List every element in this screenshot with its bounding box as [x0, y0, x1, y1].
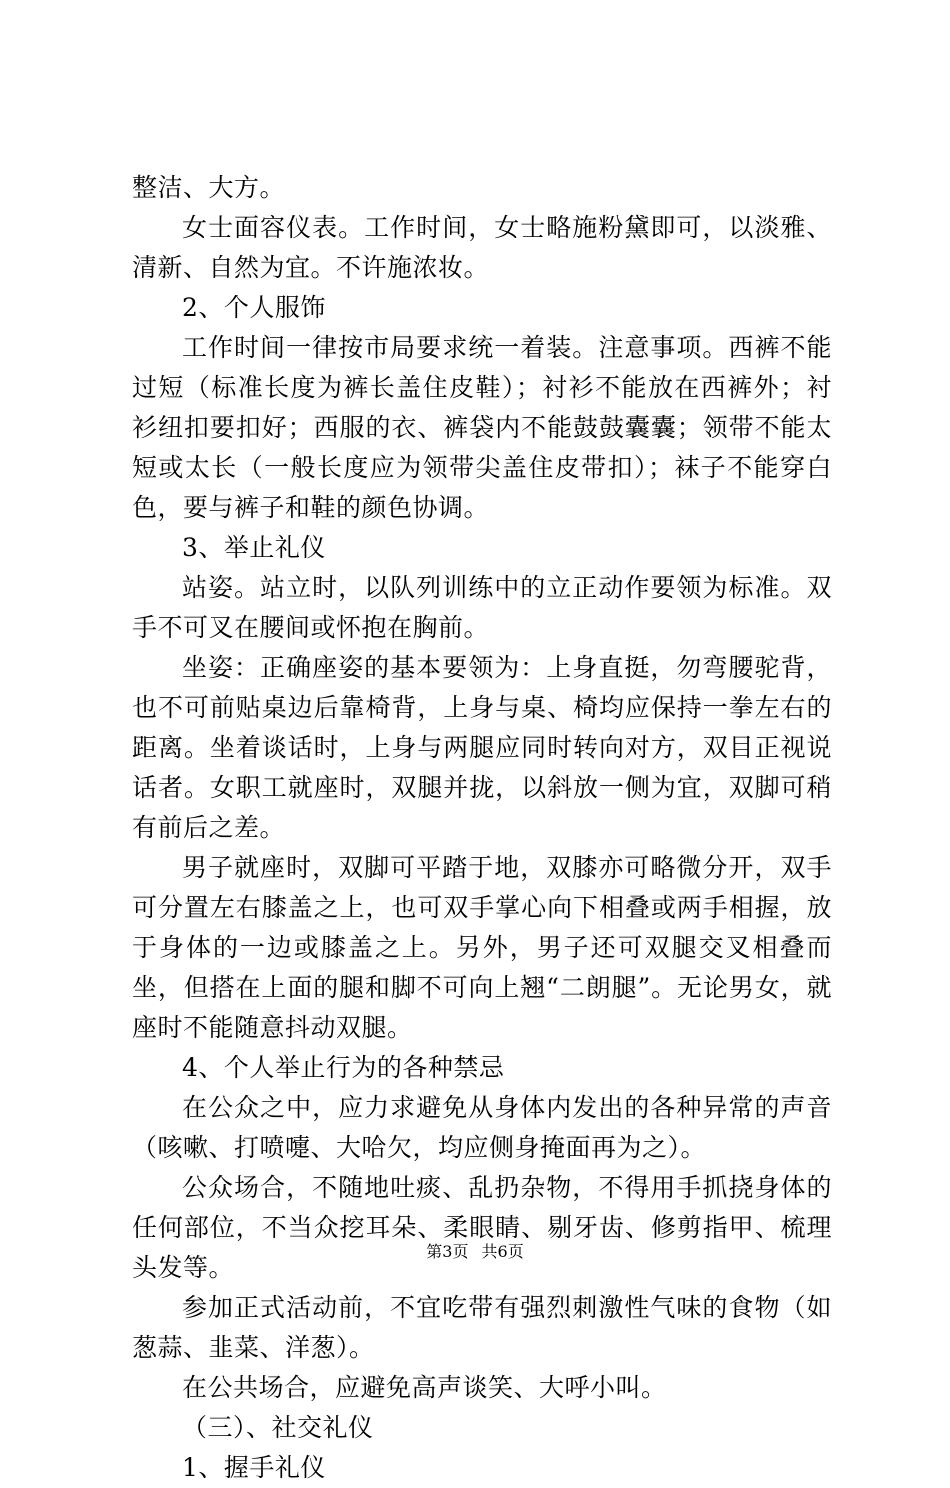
paragraph: 公众场合，不随地吐痰、乱扔杂物，不得用手抓挠身体的任何部位，不当众挖耳朵、柔眼睛、剔牙齿、修剪指甲、梳理头发等。 [132, 1173, 832, 1282]
document-body [132, 168, 832, 1488]
section-heading: 1、握手礼仪 [182, 1453, 326, 1482]
paragraph: 坐姿：正确座姿的基本要领为：上身直挺，勿弯腰驼背，也不可前贴桌边后靠椅背，上身与桌、椅均应保持一拳左右的距离。坐着谈话时，上身与两腿应同时转向对方，双目正视说话者。女职工就座时，双腿并拢，以斜放一侧为宜，双脚可稍有前后之差。 [132, 653, 832, 842]
paragraph: 整洁、大方。 [132, 173, 286, 202]
paragraph: 男子就座时，双脚可平踏于地，双膝亦可略微分开，双手可分置左右膝盖之上，也可双手掌心向下相叠或两手相握，放于身体的一边或膝盖之上。另外，男子还可双腿交叉相叠而坐，但搭在上面的腿和脚不可向上翘“二朗腿”。无论男女，就座时不能随意抖动双腿。 [132, 853, 832, 1042]
page-total: 共6页 [481, 1242, 524, 1261]
paragraph: 女士面容仪表。工作时间，女士略施粉黛即可，以淡雅、清新、自然为宜。不许施浓妆。 [132, 213, 832, 282]
page-number: 第3页 [426, 1242, 469, 1261]
paragraph: 工作时间一律按市局要求统一着装。注意事项。西裤不能过短（标准长度为裤长盖住皮鞋）；衬衫不能放在西裤外；衬衫纽扣要扣好；西服的衣、裤袋内不能鼓鼓囊囊；领带不能太短或太长（一般长度应为领带尖盖住皮带扣）；袜子不能穿白色，要与裤子和鞋的颜色协调。 [132, 333, 832, 522]
section-heading: 4、个人举止行为的各种禁忌 [182, 1053, 505, 1082]
section-heading: 2、个人服饰 [182, 293, 326, 322]
paragraph: 在公共场合，应避免高声谈笑、大呼小叫。 [182, 1373, 667, 1402]
section-heading: （三）、社交礼仪 [182, 1413, 374, 1442]
paragraph: 在公众之中，应力求避免从身体内发出的各种异常的声音（咳嗽、打喷嚏、大哈欠，均应侧身掩面再为之）。 [132, 1093, 832, 1162]
paragraph: 参加正式活动前，不宜吃带有强烈刺激性气味的食物（如葱蒜、韭菜、洋葱）。 [132, 1293, 832, 1362]
section-heading: 3、举止礼仪 [182, 533, 326, 562]
paragraph: 站姿。站立时，以队列训练中的立正动作要领为标准。双手不可叉在腰间或怀抱在胸前。 [132, 573, 832, 642]
page-footer [0, 1241, 950, 1263]
